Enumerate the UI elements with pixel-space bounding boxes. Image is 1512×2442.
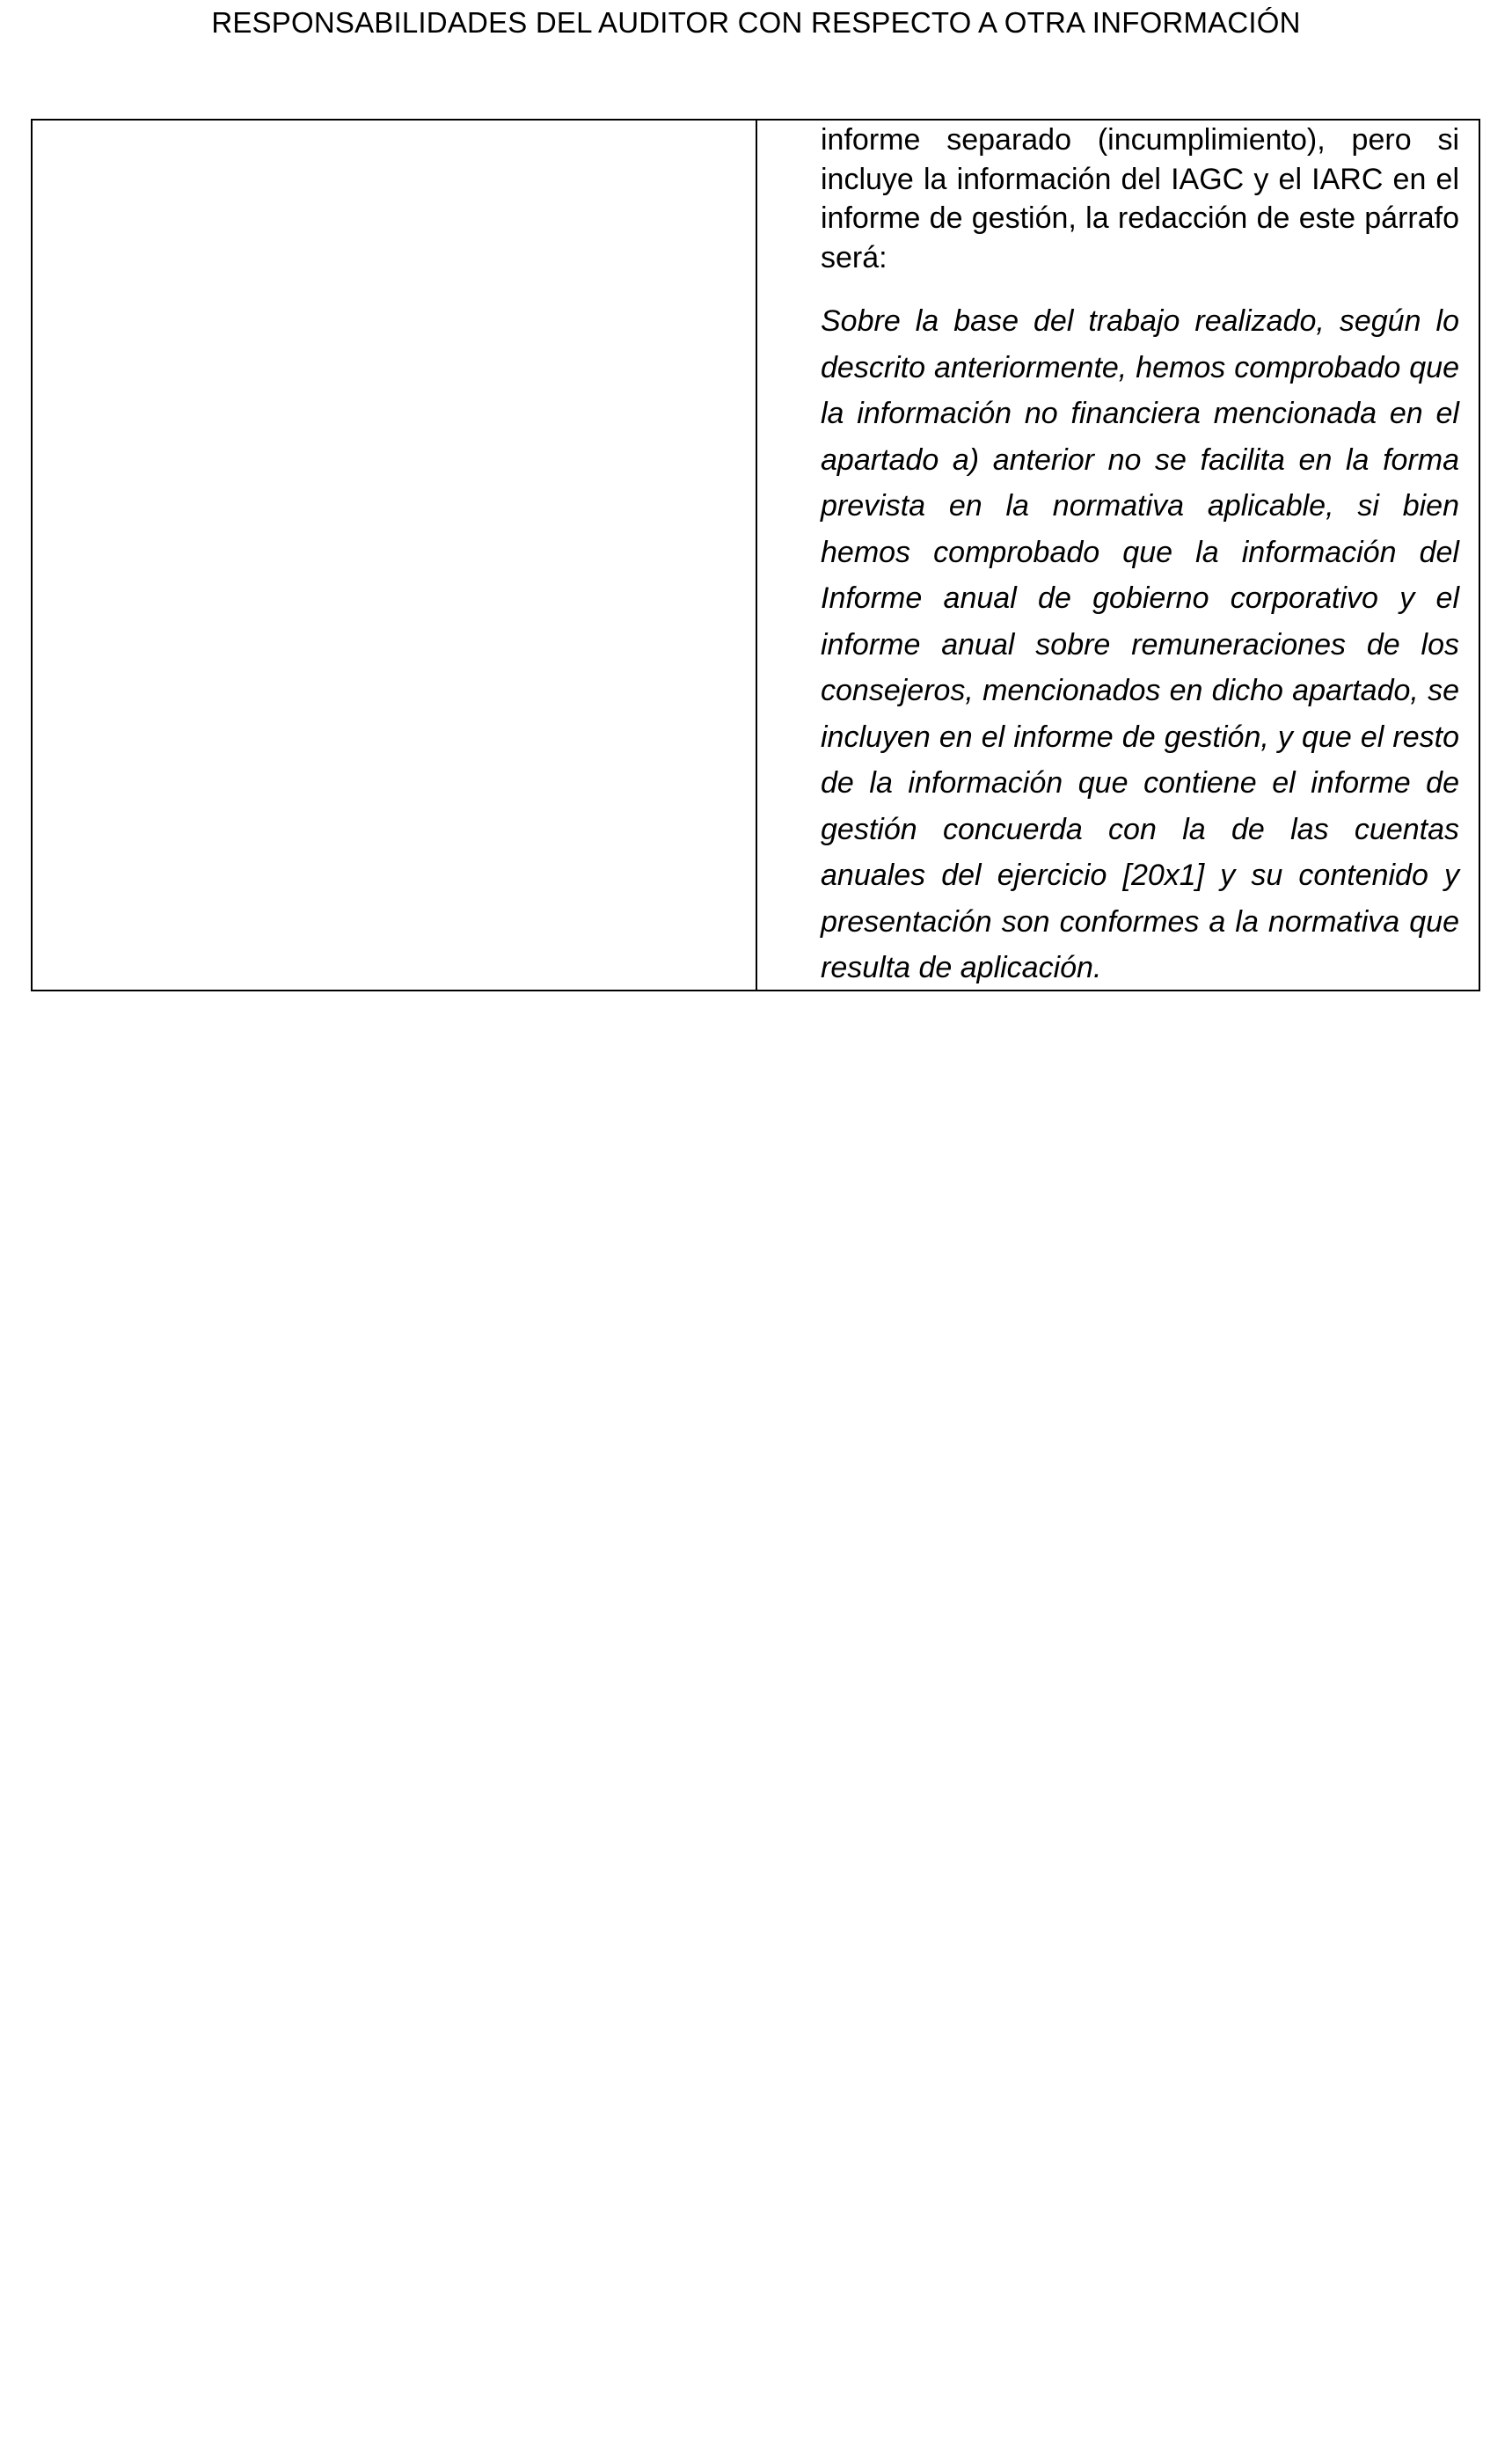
model-wording-paragraph: Sobre la base del trabajo realizado, según lo descrito anteriormente, hemos comprobado que la información no financiera mencionada en el apartado a) anterior no se facilita en la forma prevista en la normativa aplicable, si bien hemos comprobado que la información del Informe anual de gobierno corporativo y el informe anual sobre remuneraciones de los consejeros, mencionados en dicho apartado, se incluyen en el informe de gestión, y que el resto de la información que contiene el informe de gestión concuerda con la de las cuentas anuales del ejercicio [20x1] y su contenido y presentación son conformes a la normativa que resulta de aplicación. <box>821 304 1459 984</box>
table-cell-left <box>33 121 757 990</box>
intro-paragraph: informe separado (incumplimiento), pero si incluye la información del IAGC y el IARC en el informe de gestión, la redacción de este párrafo será: <box>821 123 1459 274</box>
content-table <box>31 119 1480 991</box>
page-title: RESPONSABILIDADES DEL AUDITOR CON RESPECTO A OTRA INFORMACIÓN <box>211 6 1301 39</box>
table-cell-right <box>757 121 1479 990</box>
